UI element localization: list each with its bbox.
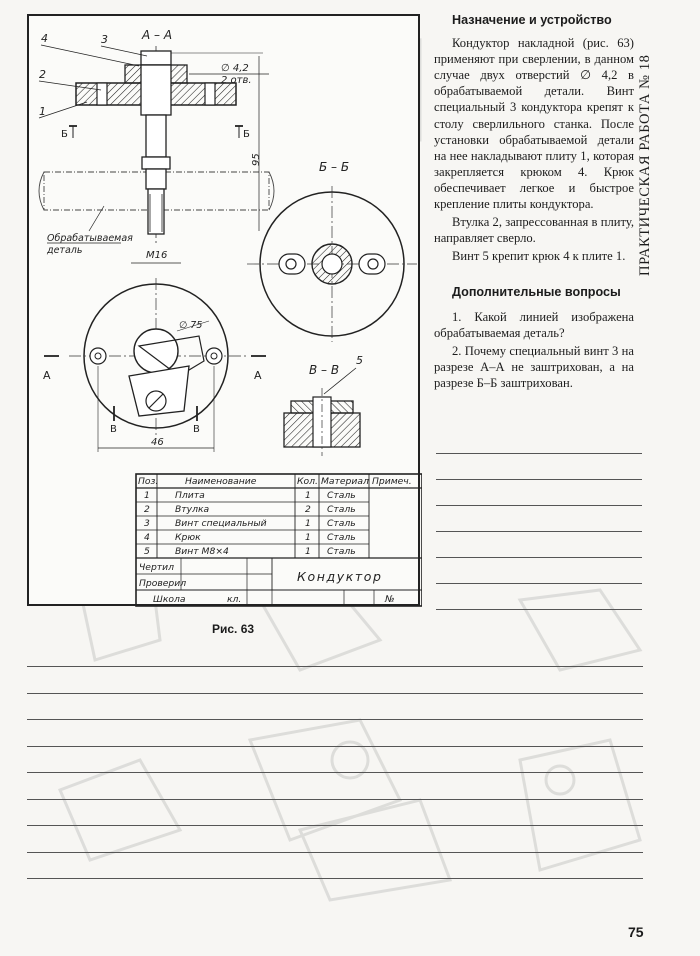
section-vv-label: В – В [309, 363, 340, 377]
bom-row-5-material: Сталь [327, 546, 356, 557]
dim-hole-diameter: ∅ 4,2 [221, 63, 249, 74]
answer-lines-right[interactable] [436, 453, 642, 635]
bom-row-5-qty: 1 [305, 546, 311, 557]
callout-5: 5 [356, 354, 363, 367]
drawing-frame [27, 14, 420, 606]
callout-3: 3 [101, 33, 108, 46]
dim-95: 95 [251, 153, 262, 166]
dim-holes-count: 2 отв. [221, 75, 252, 86]
section-bb-label: Б – Б [319, 160, 350, 174]
bom-row-3-material: Сталь [327, 518, 356, 529]
bom-header-note: Примеч. [372, 476, 412, 487]
answer-lines-bottom[interactable] [27, 666, 643, 905]
bom-row-1-material: Сталь [327, 490, 356, 501]
bom-row-3-pos: 3 [144, 518, 150, 529]
question-1: 1. Какой линией изображена обрабатываемая деталь? [434, 309, 634, 340]
paragraph-3: Винт 5 крепит крюк 4 к плите 1. [452, 249, 626, 264]
bom-row-1-qty: 1 [305, 490, 311, 501]
bom-header-pos: Поз. [138, 476, 159, 487]
bom-row-2-name: Втулка [175, 504, 210, 515]
bom-row-2-material: Сталь [327, 504, 356, 515]
technical-drawing [29, 16, 422, 608]
stamp-class: кл. [227, 594, 242, 605]
bom-header-name: Наименование [185, 476, 257, 487]
stamp-school: Школа [153, 594, 186, 605]
dim-m16: М16 [146, 250, 168, 261]
workpiece-label-1: Обрабатываемая [47, 233, 133, 244]
bom-row-2-pos: 2 [144, 504, 150, 515]
stamp-number: № [385, 594, 395, 605]
callout-2: 2 [39, 68, 46, 81]
stamp-title: Кондуктор [297, 569, 383, 584]
cut-v-left: В [110, 424, 117, 435]
side-title: ПРАКТИЧЕСКАЯ РАБОТА № 18 [637, 54, 653, 276]
bom-row-4-qty: 1 [305, 532, 311, 543]
callout-1: 1 [39, 105, 46, 118]
callout-4: 4 [41, 32, 48, 45]
workpiece-label-2: деталь [47, 245, 83, 256]
page-number: 75 [628, 924, 644, 940]
bom-row-1-pos: 1 [144, 490, 150, 501]
section-aa-label: А – А [142, 28, 173, 42]
bom-header-material: Материал [321, 476, 369, 487]
bom-row-5-pos: 5 [144, 546, 150, 557]
bom-row-2-qty: 2 [305, 504, 311, 515]
cut-a-right: А [254, 369, 262, 382]
paragraph-2: Втулка 2, запрессованная в плиту, направляет сверло. [434, 215, 634, 246]
figure-caption: Рис. 63 [212, 622, 255, 636]
bom-row-4-material: Сталь [327, 532, 356, 543]
bom-row-5-name: Винт М8×4 [175, 546, 229, 557]
bom-header-qty: Кол. [297, 476, 318, 487]
stamp-drew: Чертил [139, 562, 174, 573]
bom-row-4-name: Крюк [175, 532, 201, 543]
cut-b-right: Б [243, 129, 250, 140]
cut-a-left: А [43, 369, 51, 382]
questions-title: Дополнительные вопросы [452, 285, 621, 300]
question-2: 2. Почему специальный винт 3 на разрезе А–А не заштрихован, а на разрезе Б–Б заштрихован. [434, 343, 634, 390]
bom-row-3-name: Винт специальный [175, 518, 267, 529]
dim-46: 46 [151, 437, 164, 448]
bom-row-4-pos: 4 [144, 532, 150, 543]
bom-row-3-qty: 1 [305, 518, 311, 529]
cut-v-right: В [193, 424, 200, 435]
description-column [434, 12, 634, 391]
stamp-checked: Проверил [139, 578, 187, 589]
dim-75: ∅ 75 [179, 320, 203, 331]
section-title: Назначение и устройство [452, 13, 612, 27]
bom-row-1-name: Плита [175, 490, 205, 501]
paragraph-1: Кондуктор накладной (рис. 63) применяют при сверлении, в данном случае двух отверстий ∅ 4,2 в обрабатываемой детали. Винт специальный 3 кондуктора крепят к столу сверлильного станка. После установки обрабатываемой детали на нее накладывают плиту 1, которая закрепляется крюком 4. Крюк обеспечивает легкое и быстрое крепление плиты кондуктора. [434, 36, 634, 212]
cut-b-left: Б [61, 129, 68, 140]
